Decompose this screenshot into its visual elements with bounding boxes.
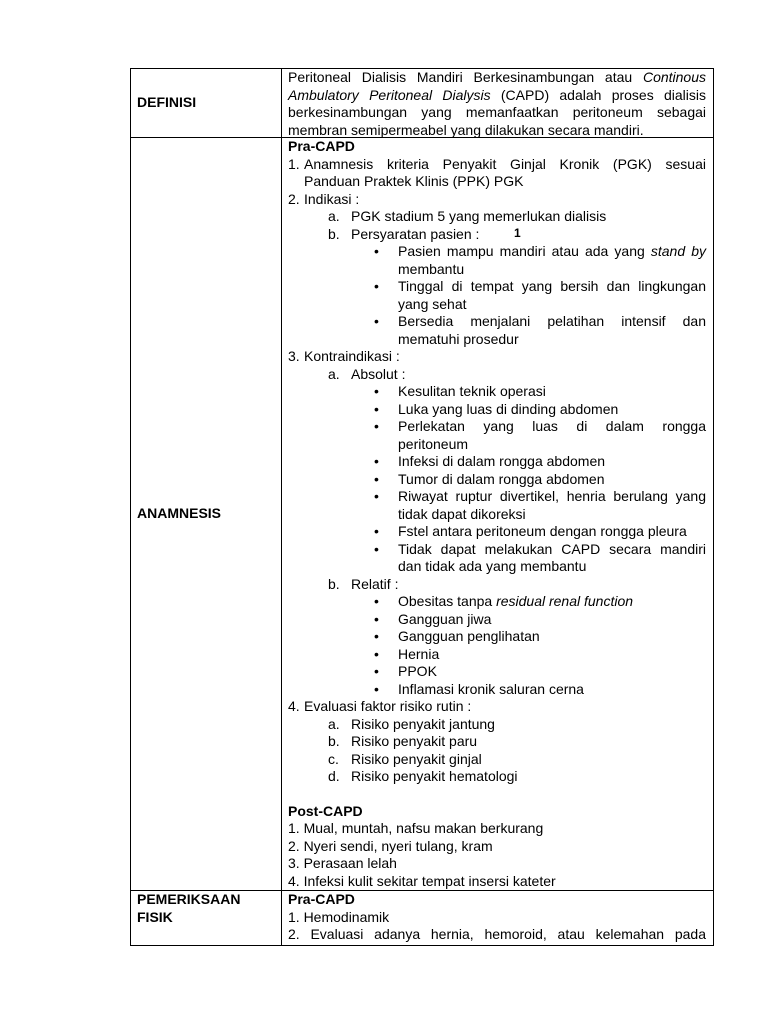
bullet-icon: • [374,488,379,504]
bullet-icon: • [374,628,379,644]
list-item: 2. Nyeri sendi, nyeri tulang, kram [288,837,493,854]
bullet-icon: • [374,418,379,434]
bullet-icon: • [374,540,379,557]
bullet-icon: • [374,400,379,417]
bullet-icon: • [374,663,379,679]
list-item: a. Risiko penyakit jantung [328,715,495,732]
list-item: b. Relatif : [328,575,399,592]
bullet-icon: • [374,523,379,539]
bullet-item: • Kesulitan teknik operasi [374,383,546,399]
bullet-item: • Pasien mampu mandiri atau ada yang stand by membantu [374,243,706,277]
bullet-icon: • [374,610,379,627]
bullet-item: • Hernia [374,645,440,662]
bullet-item: • Luka yang luas di dinding abdomen [374,400,619,417]
pra-capd-heading: Pra-CAPD [288,138,355,154]
anamnesis-content [282,138,714,891]
list-item: c. Risiko penyakit ginjal [328,750,482,767]
bullet-item: • Perlekatan yang luas di dalam rongga peritoneum [374,418,706,452]
bullet-item: • Tumor di dalam rongga abdomen [374,470,605,487]
definisi-content [282,69,714,138]
bullet-item: • Tidak dapat melakukan CAPD secara mandiri dan tidak ada yang membantu [374,540,706,574]
spacer [288,786,706,803]
pra-capd-heading: Pra-CAPD [288,891,355,907]
bullet-icon: • [374,453,379,469]
pemeriksaan-fisik-label: PEMERIKSAAN FISIK [131,891,282,946]
page-marker: 1 [514,226,521,240]
list-item: 1. Mual, muntah, nafsu makan berkurang [288,820,544,836]
bullet-item: • Fstel antara peritoneum dengan rongga pleura [374,523,687,539]
bullet-icon: • [374,243,379,259]
list-item: 4. Evaluasi faktor risiko rutin : [288,698,472,714]
bullet-icon: • [374,278,379,294]
bullet-item: • Riwayat ruptur divertikel, henria berulang yang tidak dapat dikoreksi [374,488,706,522]
bullet-item: • Tinggal di tempat yang bersih dan lingkungan yang sehat [374,278,706,312]
definisi-row [131,69,714,138]
bullet-icon: • [374,680,379,697]
list-item: 3. Kontraindikasi : [288,348,400,364]
anamnesis-label: ANAMNESIS [131,138,282,891]
list-item: b. Risiko penyakit paru [328,733,478,749]
anamnesis-row [131,138,714,891]
definisi-label: DEFINISI [131,69,282,138]
pemeriksaan-fisik-row [131,891,714,946]
bullet-item: • Obesitas tanpa residual renal function [374,593,634,609]
bullet-item: • Gangguan jiwa [374,610,492,627]
post-capd-heading: Post-CAPD [288,802,363,819]
list-item: 3. Perasaan lelah [288,855,397,871]
list-item: 2. Evaluasi adanya hernia, hemoroid, atau kelemahan pada [288,926,706,942]
clinical-table [130,68,714,946]
bullet-icon: • [374,645,379,662]
bullet-item: • PPOK [374,663,437,679]
list-item: 1. Anamnesis kriteria Penyakit Ginjal Kronik (PGK) sesuai Panduan Praktek Klinis (PPK) PGK [288,155,706,189]
list-item: a. Absolut : [328,365,406,382]
pemeriksaan-fisik-content [282,891,714,946]
list-item: d. Risiko penyakit hematologi [328,768,518,784]
definisi-text: Peritoneal Dialisis Mandiri Berkesinambungan atau Continous Ambulatory Peritoneal Dialysis (CAPD) adalah proses dialisis berkesinambungan yang memanfaatkan peritoneum sebagai membran semipermeabel yang dilakukan secara mandiri. [288,69,707,138]
bullet-icon: • [374,313,379,329]
bullet-item: • Infeksi di dalam rongga abdomen [374,453,606,469]
bullet-item: • Gangguan penglihatan [374,628,540,644]
list-item: b. Persyaratan pasien : [328,225,480,242]
bullet-icon: • [374,470,379,487]
bullet-item: • Bersedia menjalani pelatihan intensif dan mematuhi prosedur [374,313,706,347]
bullet-item: • Inflamasi kronik saluran cerna [374,680,584,697]
list-item: 1. Hemodinamik [288,908,390,925]
list-item: 2. Indikasi : [288,190,360,207]
list-item: 4. Infeksi kulit sekitar tempat insersi kateter [288,872,556,889]
bullet-icon: • [374,593,379,609]
list-item: a. PGK stadium 5 yang memerlukan dialisis [328,208,607,224]
bullet-icon: • [374,383,379,399]
